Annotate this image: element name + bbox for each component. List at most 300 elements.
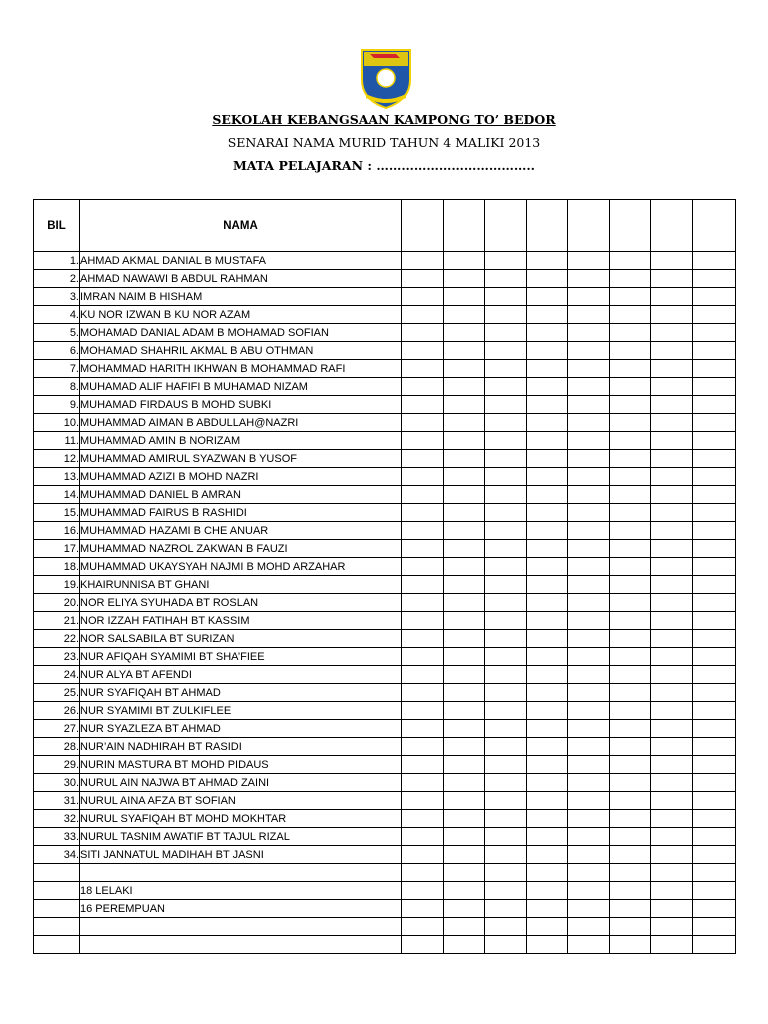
student-name: KHAIRUNNISA BT GHANI [80,576,402,594]
mark-cell [485,918,527,936]
mark-cell [693,594,736,612]
mark-cell [485,594,527,612]
mark-cell [444,504,485,522]
student-name: AHMAD NAWAWI B ABDUL RAHMAN [80,270,402,288]
mark-cell [651,810,693,828]
mark-cell [527,450,568,468]
mark-cell [610,576,651,594]
mark-cell [568,324,610,342]
mark-cell [485,270,527,288]
mark-cell [444,378,485,396]
mark-cell [651,648,693,666]
mark-cell [527,342,568,360]
mark-cell [693,612,736,630]
table-row [34,810,736,828]
mark-cell [693,630,736,648]
mark-cell [610,918,651,936]
mark-cell [485,900,527,918]
student-number: 32. [34,810,80,828]
mark-cell [402,468,444,486]
mark-cell [485,504,527,522]
mark-cell [568,756,610,774]
student-number: 8. [34,378,80,396]
student-name: MUHAMMAD AIMAN B ABDULLAH@NAZRI [80,414,402,432]
mark-cell [444,594,485,612]
mark-cell [651,846,693,864]
mark-cell [651,504,693,522]
mark-cell [610,522,651,540]
mark-cell [527,576,568,594]
student-number: 12. [34,450,80,468]
student-number: 2. [34,270,80,288]
mark-cell [610,468,651,486]
mark-cell [527,612,568,630]
table-row [34,792,736,810]
mark-cell [693,306,736,324]
mark-cell [568,378,610,396]
mark-cell [568,612,610,630]
header-blank [485,200,527,252]
mark-cell [527,414,568,432]
mark-cell [651,360,693,378]
mark-cell [485,288,527,306]
mark-cell [527,486,568,504]
student-number: 23. [34,648,80,666]
mark-cell [485,702,527,720]
mark-cell [402,684,444,702]
table-row [34,594,736,612]
mark-cell [693,720,736,738]
mark-cell [610,810,651,828]
student-number: 28. [34,738,80,756]
mark-cell [485,648,527,666]
mark-cell [610,792,651,810]
mark-cell [485,378,527,396]
mark-cell [402,360,444,378]
student-number: 15. [34,504,80,522]
mark-cell [402,342,444,360]
student-name: MUHAMMAD DANIEL B AMRAN [80,486,402,504]
mark-cell [485,306,527,324]
mark-cell [693,918,736,936]
mark-cell [527,666,568,684]
mark-cell [651,918,693,936]
student-name: NOR IZZAH FATIHAH BT KASSIM [80,612,402,630]
mark-cell [693,486,736,504]
mark-cell [402,720,444,738]
mark-cell [527,846,568,864]
mark-cell [485,792,527,810]
student-number: 19. [34,576,80,594]
mark-cell [444,414,485,432]
mark-cell [651,540,693,558]
student-number: 5. [34,324,80,342]
student-name: AHMAD AKMAL DANIAL B MUSTAFA [80,252,402,270]
mark-cell [485,252,527,270]
mark-cell [651,342,693,360]
mark-cell [610,324,651,342]
mark-cell [444,324,485,342]
student-number: 13. [34,468,80,486]
student-name: NUR ALYA BT AFENDI [80,666,402,684]
mark-cell [693,252,736,270]
mark-cell [527,648,568,666]
table-row [34,720,736,738]
mark-cell [651,306,693,324]
student-number [34,936,80,954]
mark-cell [568,648,610,666]
table-row [34,522,736,540]
student-number: 29. [34,756,80,774]
student-roster-table [33,199,736,954]
mark-cell [444,828,485,846]
mark-cell [610,900,651,918]
mark-cell [444,810,485,828]
mark-cell [444,684,485,702]
mark-cell [610,252,651,270]
student-name: 16 PEREMPUAN [80,900,402,918]
mark-cell [651,378,693,396]
mark-cell [402,702,444,720]
mark-cell [527,810,568,828]
student-name: NUR’AIN NADHIRAH BT RASIDI [80,738,402,756]
mark-cell [693,684,736,702]
mark-cell [444,666,485,684]
mark-cell [651,720,693,738]
table-row [34,252,736,270]
mark-cell [693,414,736,432]
mark-cell [527,828,568,846]
mark-cell [444,432,485,450]
mark-cell [444,252,485,270]
table-row [34,486,736,504]
student-number: 20. [34,594,80,612]
mark-cell [527,288,568,306]
mark-cell [610,864,651,882]
student-name: NUR SYAMIMI BT ZULKIFLEE [80,702,402,720]
mark-cell [568,522,610,540]
student-number: 4. [34,306,80,324]
mark-cell [651,936,693,954]
mark-cell [693,504,736,522]
mark-cell [693,774,736,792]
student-name: NURUL AINA AFZA BT SOFIAN [80,792,402,810]
mark-cell [485,846,527,864]
table-header-row [34,200,736,252]
mark-cell [568,846,610,864]
mark-cell [610,288,651,306]
mark-cell [610,432,651,450]
school-crest-logo [356,46,416,112]
mark-cell [568,252,610,270]
mark-cell [693,846,736,864]
mark-cell [402,792,444,810]
mark-cell [444,612,485,630]
mark-cell [610,378,651,396]
mark-cell [402,486,444,504]
student-name: MUHAMMAD NAZROL ZAKWAN B FAUZI [80,540,402,558]
mark-cell [651,252,693,270]
mark-cell [485,450,527,468]
student-number: 24. [34,666,80,684]
table-row [34,648,736,666]
mark-cell [568,864,610,882]
mark-cell [651,324,693,342]
mark-cell [651,684,693,702]
mark-cell [651,774,693,792]
mark-cell [527,756,568,774]
mark-cell [568,774,610,792]
mark-cell [610,882,651,900]
table-row [34,504,736,522]
mark-cell [693,558,736,576]
student-name: MOHAMAD DANIAL ADAM B MOHAMAD SOFIAN [80,324,402,342]
mark-cell [402,270,444,288]
student-name: MUHAMMAD AMIRUL SYAZWAN B YUSOF [80,450,402,468]
header-blank [568,200,610,252]
mark-cell [693,882,736,900]
mark-cell [485,630,527,648]
mark-cell [568,900,610,918]
mark-cell [444,918,485,936]
mark-cell [651,450,693,468]
student-number: 33. [34,828,80,846]
mark-cell [568,594,610,612]
mark-cell [485,666,527,684]
mark-cell [485,468,527,486]
student-number: 16. [34,522,80,540]
mark-cell [402,450,444,468]
mark-cell [444,522,485,540]
student-name: MUHAMMAD HAZAMI B CHE ANUAR [80,522,402,540]
mark-cell [444,396,485,414]
student-number: 9. [34,396,80,414]
table-row [34,702,736,720]
mark-cell [651,270,693,288]
mark-cell [402,306,444,324]
mark-cell [485,828,527,846]
mark-cell [402,774,444,792]
student-name: MUHAMMAD AZIZI B MOHD NAZRI [80,468,402,486]
roster-body [34,252,736,954]
mark-cell [568,810,610,828]
mark-cell [402,648,444,666]
mark-cell [444,864,485,882]
student-name [80,918,402,936]
mark-cell [402,540,444,558]
mark-cell [444,900,485,918]
table-row [34,846,736,864]
mark-cell [693,936,736,954]
mark-cell [568,306,610,324]
mark-cell [402,666,444,684]
mark-cell [610,360,651,378]
mark-cell [402,882,444,900]
mark-cell [651,702,693,720]
mark-cell [651,900,693,918]
table-row [34,432,736,450]
mark-cell [527,378,568,396]
mark-cell [568,504,610,522]
mark-cell [402,576,444,594]
subject-label: MATA PELAJARAN : ……………………………….. [232,158,536,173]
mark-cell [444,936,485,954]
student-number: 25. [34,684,80,702]
mark-cell [610,396,651,414]
mark-cell [527,270,568,288]
mark-cell [610,594,651,612]
student-number: 14. [34,486,80,504]
table-row [34,450,736,468]
header-blank [693,200,736,252]
mark-cell [444,288,485,306]
student-number [34,918,80,936]
mark-cell [402,630,444,648]
mark-cell [527,900,568,918]
student-number: 10. [34,414,80,432]
table-row [34,288,736,306]
mark-cell [651,414,693,432]
mark-cell [485,396,527,414]
student-name: NUR SYAFIQAH BT AHMAD [80,684,402,702]
mark-cell [444,270,485,288]
mark-cell [444,486,485,504]
student-number: 6. [34,342,80,360]
mark-cell [693,738,736,756]
mark-cell [651,396,693,414]
student-name: NUR SYAZLEZA BT AHMAD [80,720,402,738]
mark-cell [527,936,568,954]
student-number: 31. [34,792,80,810]
mark-cell [610,342,651,360]
mark-cell [693,270,736,288]
mark-cell [610,828,651,846]
table-row [34,828,736,846]
mark-cell [527,540,568,558]
mark-cell [527,306,568,324]
mark-cell [527,720,568,738]
student-name: NOR SALSABILA BT SURIZAN [80,630,402,648]
student-name: 18 LELAKI [80,882,402,900]
mark-cell [485,522,527,540]
mark-cell [568,432,610,450]
student-number: 11. [34,432,80,450]
student-number: 7. [34,360,80,378]
mark-cell [651,432,693,450]
mark-cell [651,882,693,900]
mark-cell [568,468,610,486]
table-row [34,468,736,486]
mark-cell [610,648,651,666]
mark-cell [568,396,610,414]
table-row [34,414,736,432]
crest-red-banner [370,54,400,58]
mark-cell [444,738,485,756]
student-number: 34. [34,846,80,864]
mark-cell [485,738,527,756]
student-number: 26. [34,702,80,720]
mark-cell [568,882,610,900]
crest-emblem [377,69,395,87]
mark-cell [568,360,610,378]
mark-cell [610,720,651,738]
mark-cell [444,720,485,738]
student-name: NURUL AIN NAJWA BT AHMAD ZAINI [80,774,402,792]
mark-cell [651,576,693,594]
student-name [80,864,402,882]
table-row [34,378,736,396]
mark-cell [651,288,693,306]
mark-cell [527,864,568,882]
student-name: MUHAMMAD FAIRUS B RASHIDI [80,504,402,522]
mark-cell [402,558,444,576]
mark-cell [402,252,444,270]
mark-cell [444,846,485,864]
mark-cell [610,612,651,630]
mark-cell [693,450,736,468]
mark-cell [402,414,444,432]
mark-cell [527,432,568,450]
table-row [34,324,736,342]
mark-cell [610,540,651,558]
table-row [34,630,736,648]
mark-cell [568,270,610,288]
table-row [34,666,736,684]
mark-cell [402,936,444,954]
mark-cell [527,504,568,522]
mark-cell [485,810,527,828]
student-number: 30. [34,774,80,792]
mark-cell [610,846,651,864]
mark-cell [693,288,736,306]
mark-cell [402,396,444,414]
mark-cell [402,828,444,846]
mark-cell [485,882,527,900]
student-name: IMRAN NAIM B HISHAM [80,288,402,306]
mark-cell [444,882,485,900]
mark-cell [693,432,736,450]
header-blank [444,200,485,252]
mark-cell [527,522,568,540]
mark-cell [485,558,527,576]
mark-cell [693,342,736,360]
mark-cell [651,594,693,612]
mark-cell [444,360,485,378]
table-row [34,540,736,558]
mark-cell [568,720,610,738]
table-row [34,306,736,324]
mark-cell [527,324,568,342]
mark-cell [568,486,610,504]
student-number: 18. [34,558,80,576]
student-number: 17. [34,540,80,558]
table-row [34,882,736,900]
table-row [34,342,736,360]
mark-cell [527,774,568,792]
mark-cell [402,612,444,630]
student-number: 21. [34,612,80,630]
mark-cell [485,414,527,432]
mark-cell [651,630,693,648]
mark-cell [610,936,651,954]
mark-cell [693,396,736,414]
mark-cell [568,738,610,756]
mark-cell [693,324,736,342]
student-name: NURUL SYAFIQAH BT MOHD MOKHTAR [80,810,402,828]
mark-cell [402,738,444,756]
mark-cell [568,576,610,594]
mark-cell [485,360,527,378]
